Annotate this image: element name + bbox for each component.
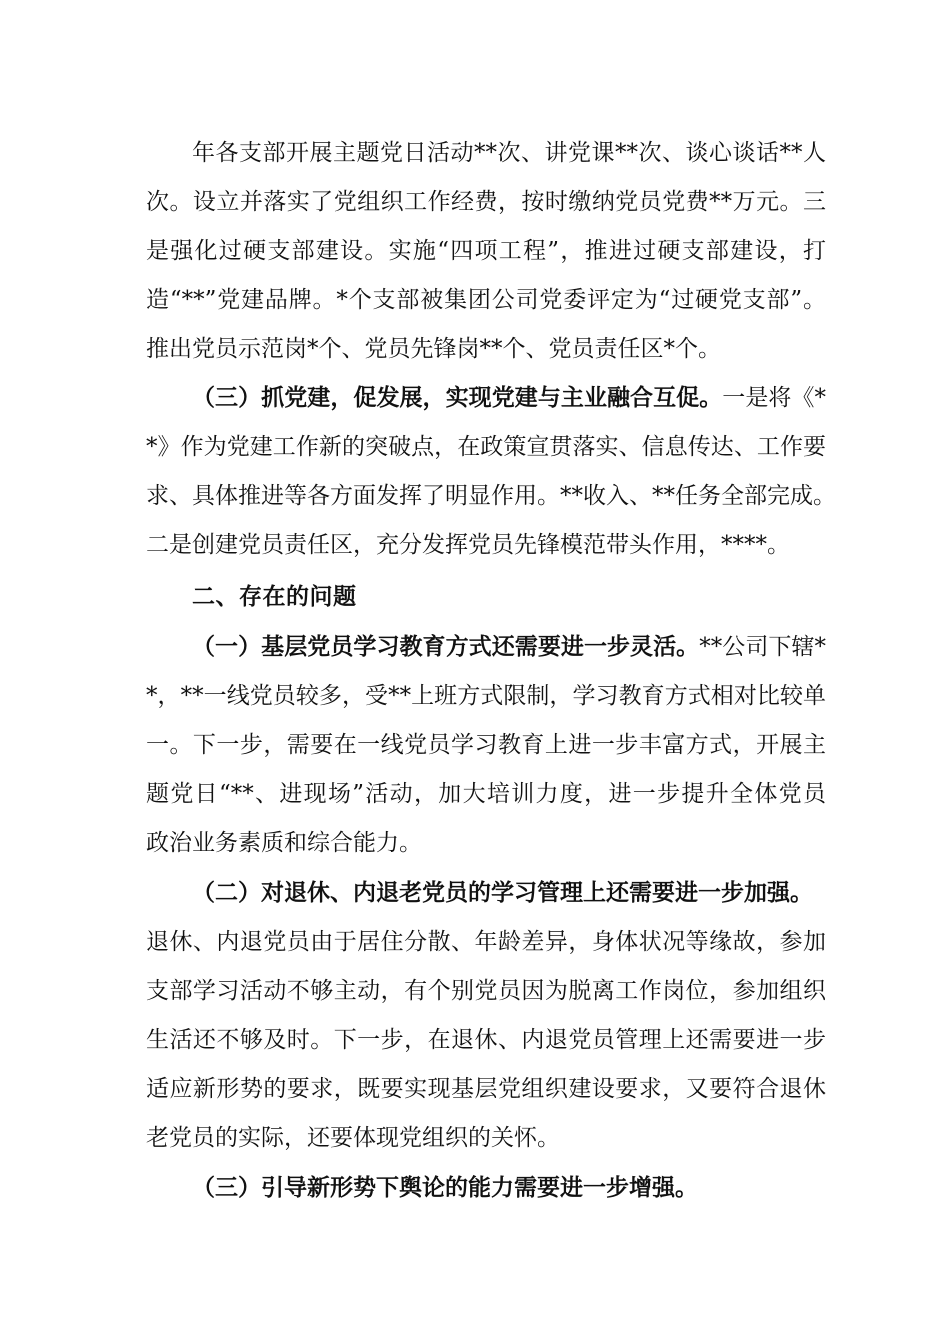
text-line: 政治业务素质和综合能力。	[146, 830, 422, 856]
text-line: 老党员的实际，还要体现党组织的关怀。	[146, 1125, 560, 1151]
text-line: 求、具体推进等各方面发挥了明显作用。**收入、**任务全部完成。	[146, 483, 836, 509]
text-line: 适应新形势的要求，既要实现基层党组织建设要求，又要符合退休	[146, 1076, 826, 1102]
paragraph-heading: （一）基层党员学习教育方式还需要进一步灵活。	[192, 634, 700, 660]
paragraph-heading: （三）抓党建，促发展，实现党建与主业融合互促。	[192, 385, 723, 411]
text-line: 支部学习活动不够主动，有个别党员因为脱离工作岗位，参加组织	[146, 978, 826, 1004]
text-line: 推出党员示范岗*个、党员先锋岗**个、党员责任区*个。	[146, 336, 721, 362]
text-line: 是强化过硬支部建设。实施“四项工程”，推进过硬支部建设，打	[146, 238, 826, 264]
paragraph-lead-line	[192, 378, 826, 418]
text-span: **公司下辖*	[699, 634, 827, 660]
text-line: 一。下一步，需要在一线党员学习教育上进一步丰富方式，开展主	[146, 732, 826, 758]
text-line: *，**一线党员较多，受**上班方式限制，学习教育方式相对比较单	[146, 683, 826, 709]
text-line: 年各支部开展主题党日活动**次、讲党课**次、谈心谈话**人	[192, 140, 826, 166]
section-heading: 二、存在的问题	[192, 584, 357, 610]
text-line: 退休、内退党员由于居住分散、年龄差异，身体状况等缘故，参加	[146, 929, 826, 955]
text-line: 生活还不够及时。下一步，在退休、内退党员管理上还需要进一步	[146, 1027, 826, 1053]
text-line: *》作为党建工作新的突破点，在政策宣贯落实、信息传达、工作要	[146, 434, 826, 460]
paragraph-lead-line	[192, 627, 826, 667]
paragraph-heading: （二）对退休、内退老党员的学习管理上还需要进一步加强。	[192, 880, 813, 906]
text-line: 题党日“**、进现场”活动，加大培训力度，进一步提升全体党员	[146, 781, 826, 807]
text-span: 一是将《*	[722, 385, 827, 411]
text-line: 二是创建党员责任区，充分发挥党员先锋模范带头作用，****。	[146, 532, 790, 558]
text-line: 次。设立并落实了党组织工作经费，按时缴纳党员党费**万元。三	[146, 189, 826, 215]
text-line: 造“**”党建品牌。*个支部被集团公司党委评定为“过硬党支部”。	[146, 287, 826, 313]
paragraph-heading: （三）引导新形势下舆论的能力需要进一步增强。	[192, 1175, 698, 1201]
